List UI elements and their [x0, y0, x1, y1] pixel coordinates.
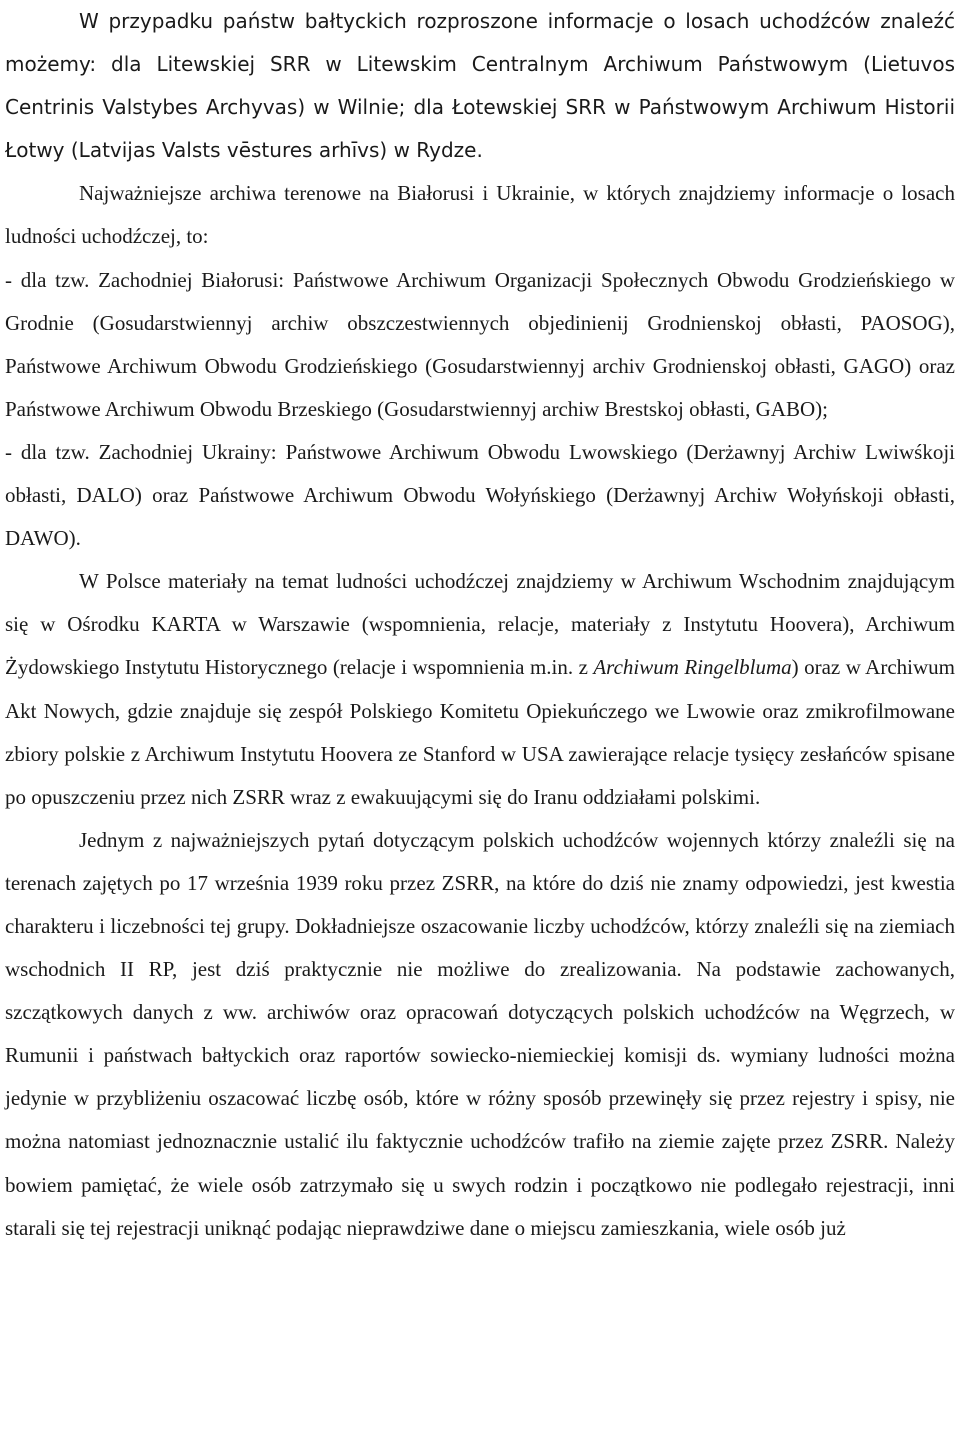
- ringelblum-archive-title: Archiwum Ringelbluma: [593, 655, 792, 680]
- paragraph-western-belarus: - dla tzw. Zachodniej Białorusi: Państwowe Archiwum Organizacji Społecznych Obwodu Grodzieńskiego w Grodnie (Gosudarstwiennyj archiw obszczestwiennych objedinienij Grodnienskoj obłasti, PAOSOG), Państwowe Archiwum Obwodu Grodzieńskiego (Gosudarstwiennyj archiv Grodnienskoj obłasti, GAGO) oraz Państwowe Archiwum Obwodu Brzeskiego (Gosudarstwiennyj archiw Brestskoj obłasti, GABO);: [5, 267, 955, 421]
- paragraph-poland-archives: [5, 560, 955, 819]
- paragraph-refugee-numbers: Jednym z najważniejszych pytań dotyczącym polskich uchodźców wojennych którzy znaleźli się na terenach zajętych po 17 września 1939 roku przez ZSRR, na które do dziś nie znamy odpowiedzi, jest kwestia charakteru i liczebności tej grupy. Dokładniejsze oszacowanie liczby uchodźców, którzy znaleźli się na ziemiach wschodnich II RP, jest dziś praktycznie nie możliwe do zrealizowania. Na podstawie zachowanych, szczątkowych danych z ww. archiwów oraz opracowań dotyczących polskich uchodźców na Węgrzech, w Rumunii i państwach bałtyckich oraz raportów sowiecko-niemieckiej komisji ds. wymiany ludności można jedynie w przybliżeniu oszacować liczbę osób, które w różny sposób przewinęły się przez rejestry i spisy, nie można natomiast jednoznacznie ustalić ilu faktycznie uchodźców trafiło na ziemie zajęte przez ZSRR. Należy bowiem pamiętać, że wiele osób zatrzymało się u swych rodzin i początkowo nie podlegało rejestracji, inni starali się tej rejestracji uniknąć podając nieprawdziwe dane o miejscu zamieszkania, wiele osób już: [5, 827, 955, 1240]
- paragraph-baltic-states: W przypadku państw bałtyckich rozproszone informacje o losach uchodźców znaleźć możemy: dla Litewskiej SRR w Litewskim Centralnym Archiwum Państwowym (Lietuvos Centrinis Valstybes Archyvas) w Wilnie; dla Łotewskiej SRR w Państwowym Archiwum Historii Łotwy (Latvijas Valsts vēstures arhīvs) w Rydze.: [5, 9, 955, 163]
- paragraph-western-ukraine: - dla tzw. Zachodniej Ukrainy: Państwowe Archiwum Obwodu Lwowskiego (Derżawnyj Archiw Lwiwśkoji obłasti, DALO) oraz Państwowe Archiwum Obwodu Wołyńskiego (Derżawnyj Archiw Wołyńskoji obłasti, DAWO).: [5, 439, 955, 551]
- paragraph-poland-archives-before: W Polsce materiały na temat ludności uchodźczej znajdziemy w Archiwum Wschodnim znajdującym się w Ośrodku KARTA w Warszawie (wspomnienia, relacje, materiały z Instytutu Hoovera), Archiwum Żydowskiego Instytutu Historycznego (relacje i wspomnienia m.in. z: [5, 569, 955, 680]
- document-page: [5, 0, 955, 1250]
- paragraph-field-archives-intro: Najważniejsze archiwa terenowe na Białorusi i Ukrainie, w których znajdziemy informacje o losach ludności uchodźczej, to:: [5, 181, 955, 249]
- paragraph-poland-archives-after: ) oraz w Archiwum Akt Nowych, gdzie znajduje się zespół Polskiego Komitetu Opiekuńczego we Lwowie oraz zmikrofilmowane zbiory polskie z Archiwum Instytutu Hoovera ze Stanford w USA zawierające relacje tysięcy zesłańców spisane po opuszczeniu przez nich ZSRR wraz z ewakuującymi się do Iranu oddziałami polskimi.: [5, 655, 955, 809]
